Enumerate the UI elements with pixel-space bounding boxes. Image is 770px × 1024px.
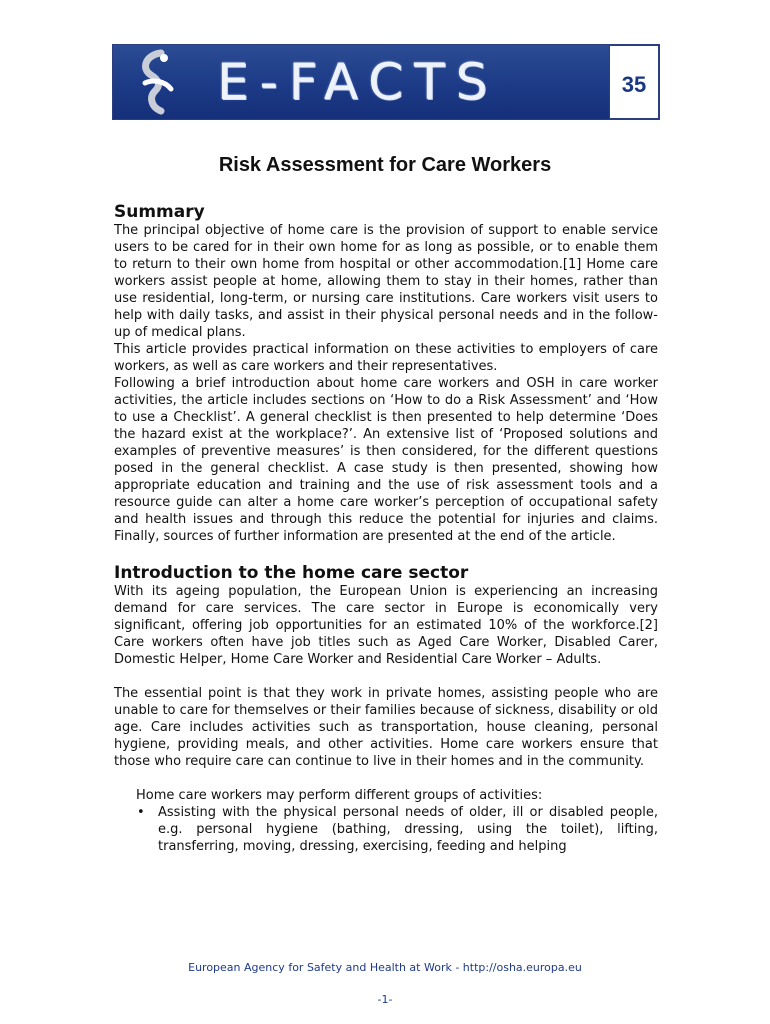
issue-number: 35	[621, 72, 647, 97]
summary-heading: Summary	[114, 202, 205, 222]
introduction-paragraph: The essential point is that they work in private homes, assisting people who are unable to care for themselves or their families because of sickness, disability or old age. Care includes activities such as transportation, house cleaning, personal hygiene, providing meals, and other activities. Home care workers ensure that those who require care can continue to live in their homes and in the community.	[114, 686, 658, 769]
activities-list	[114, 804, 658, 855]
introduction-paragraph: With its ageing population, the European Union is experiencing an increasing demand for care services. The care sector in Europe is economically very significant, offering job opportunities for an estimated 10% of the workforce.[2] Care workers often have job titles such as Aged Care Worker, Disabled Carer, Domestic Helper, Home Care Worker and Residential Care Worker – Adults.	[114, 584, 658, 667]
efacts-wordmark: E-FACTS	[217, 53, 499, 111]
document-body	[114, 202, 658, 855]
summary-paragraph: The principal objective of home care is the provision of support to enable service users to be cared for in their own home for as long as possible, or to enable them to return to their own home from hospital or other accommodation.[1] Home care workers assist people at home, allowing them to stay in their homes, rather than use residential, long-term, or nursing care institutions. Care workers visit users to help with daily tasks, and assist in their physical personal needs and in the follow-up of medical plans.	[114, 223, 658, 340]
osha-logo-icon	[131, 49, 179, 115]
activities-intro: Home care workers may perform different groups of activities:	[136, 788, 543, 803]
summary-paragraph: Following a brief introduction about home care workers and OSH in care worker activities, the article includes sections on ‘How to do a Risk Assessment’ and ‘How to use a Checklist’. A general checklist is then presented to help determine ‘Does the hazard exist at the workplace?’. An extensive list of ‘Proposed solutions and examples of preventive measures’ is then considered, for the different questions posed in the general checklist. A case study is then presented, showing how appropriate education and training and the use of risk assessment tools and a resource guide can alter a home care worker’s perception of occupational safety and health issues and through this reduce the potential for injuries and claims. Finally, sources of further information are presented at the end of the article.	[114, 376, 658, 544]
document-title: Risk Assessment for Care Workers	[218, 154, 552, 176]
summary-paragraph: This article provides practical information on these activities to employers of care workers, as well as care workers and their representatives.	[114, 342, 658, 374]
issue-number-badge	[609, 45, 659, 119]
introduction-heading: Introduction to the home care sector	[114, 563, 469, 583]
efacts-banner	[112, 44, 660, 120]
list-item-text: Assisting with the physical personal needs of older, ill or disabled people, e.g. personal hygiene (bathing, dressing, using the toilet), lifting, transferring, moving, dressing, exercising, feeding and helping	[158, 805, 658, 854]
page-number: -1-	[377, 993, 393, 1006]
bullet-icon: •	[137, 805, 145, 820]
footer-agency: European Agency for Safety and Health at Work - http://osha.europa.eu	[188, 961, 582, 974]
list-item	[137, 804, 658, 855]
